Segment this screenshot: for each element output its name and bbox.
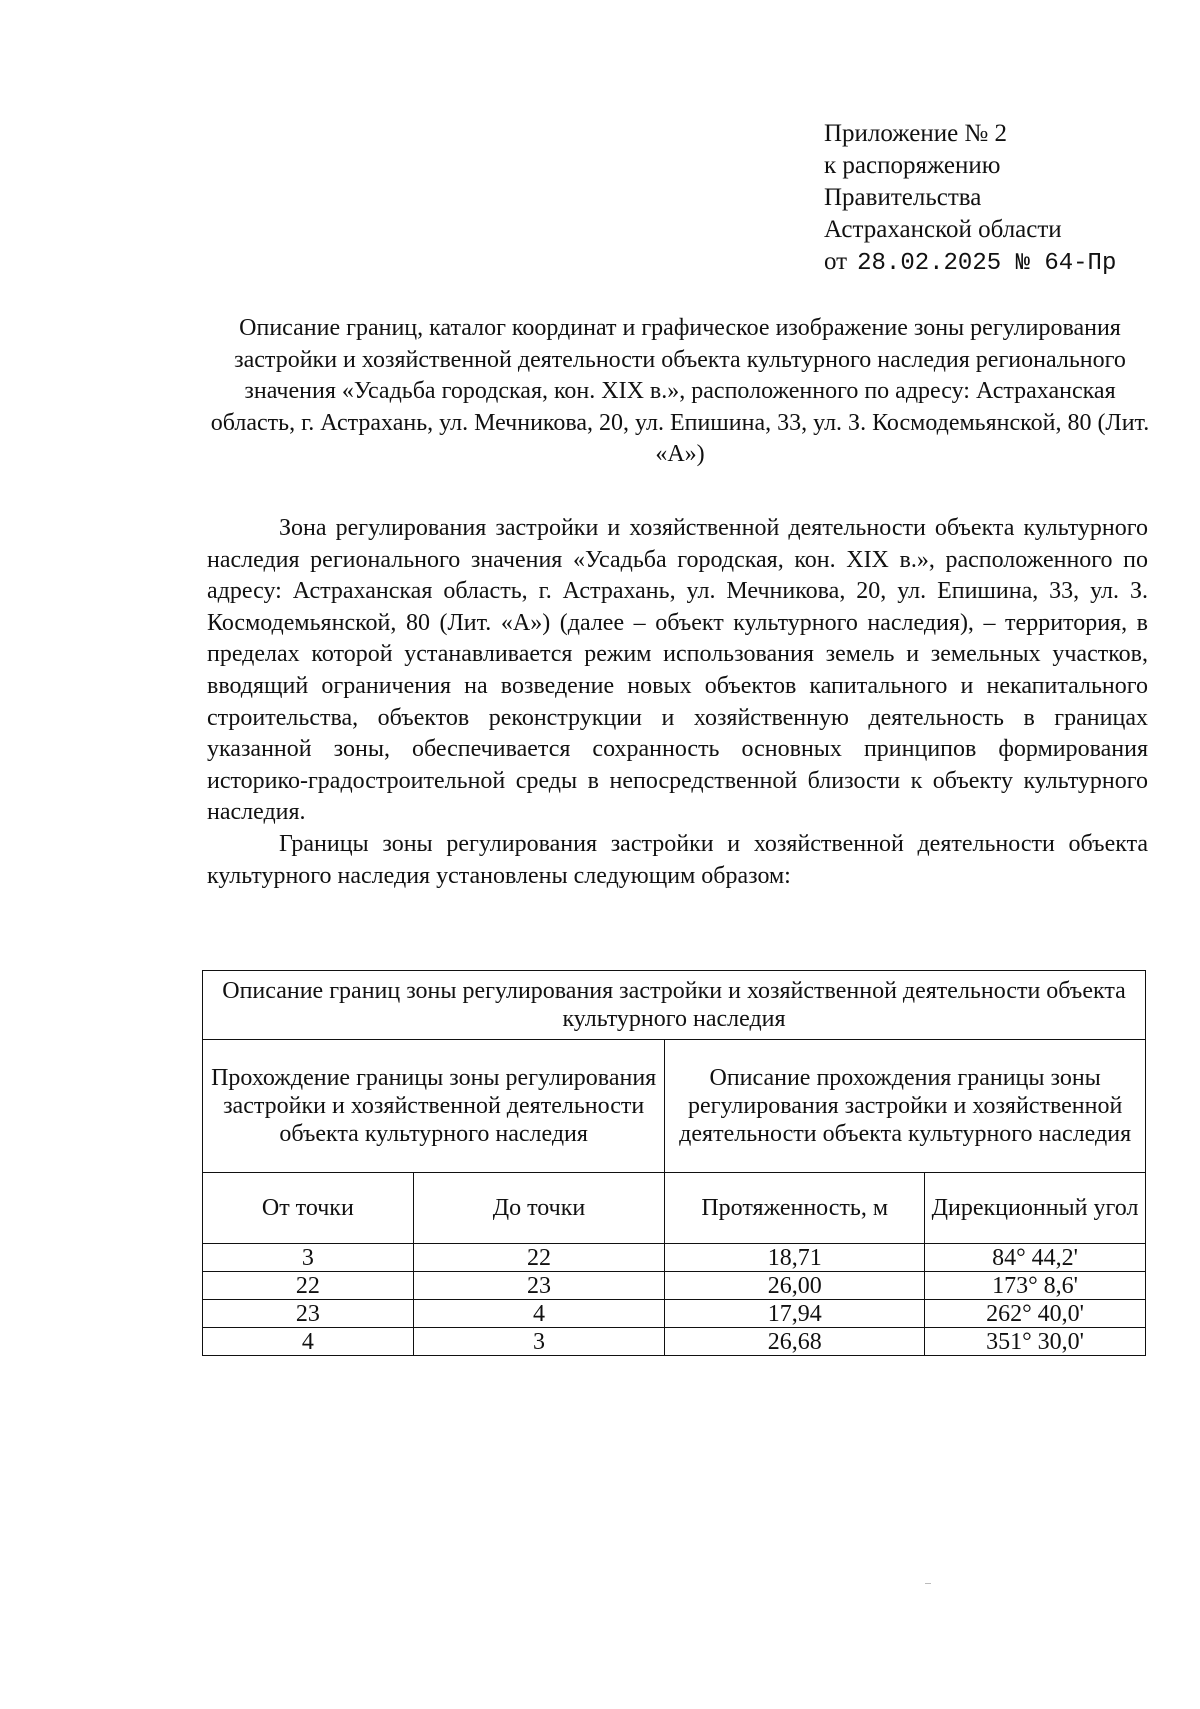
table-row (203, 1244, 1146, 1272)
cell-from: 23 (203, 1300, 414, 1328)
column-header-to: До точки (413, 1173, 665, 1244)
table-group-header-right: Описание прохождения границы зоны регулирования застройки и хозяйственной деятельности объекта культурного наследия (665, 1040, 1146, 1173)
appendix-line: Астраханской области (824, 216, 1062, 243)
date-prefix: от (824, 248, 848, 275)
cell-to: 23 (413, 1272, 665, 1300)
table-group-header-left: Прохождение границы зоны регулирования застройки и хозяйственной деятельности объекта культурного наследия (203, 1040, 665, 1173)
cell-angle: 173° 8,6' (925, 1272, 1146, 1300)
cell-length: 26,00 (665, 1272, 925, 1300)
table-row (203, 1328, 1146, 1356)
appendix-block (824, 118, 1154, 280)
appendix-line: Приложение № 2 (824, 120, 1008, 147)
date-number: 28.02.2025 № 64-Пр (857, 250, 1117, 277)
cell-from: 22 (203, 1272, 414, 1300)
paragraph: Границы зоны регулирования застройки и хозяйственной деятельности объекта культурного наследия установлены следующим образом: (207, 830, 1148, 889)
cell-to: 3 (413, 1328, 665, 1356)
table-row (203, 1272, 1146, 1300)
cell-from: 3 (203, 1244, 414, 1272)
cell-length: 26,68 (665, 1328, 925, 1356)
cell-to: 4 (413, 1300, 665, 1328)
cell-length: 18,71 (665, 1244, 925, 1272)
column-header-from: От точки (203, 1173, 414, 1244)
paragraph: Зона регулирования застройки и хозяйственной деятельности объекта культурного наследия регионального значения «Усадьба городская, кон. XIX в.», расположенного по адресу: Астраханская область, г. Астрахань, ул. Мечникова, 20, ул. Епишина, 33, ул. З. Космодемьянской, 80 (Лит. «А») (далее – объект культурного наследия), – территория, в пределах которой устанавливается режим использования земель и земельных участков, вводящий ограничения на возведение новых объектов капитального и некапитального строительства, объектов реконструкции и хозяйственную деятельность в границах указанной зоны, обеспечивается сохранность основных принципов формирования историко-градостроительной среды в непосредственной близости к объекту культурного наследия. (207, 515, 1148, 826)
table-row (203, 1300, 1146, 1328)
column-header-angle: Дирекционный угол (925, 1173, 1146, 1244)
body-text (207, 513, 1148, 892)
scan-speck (925, 1583, 931, 1584)
table-caption: Описание границ зоны регулирования застройки и хозяйственной деятельности объекта культурного наследия (203, 971, 1146, 1040)
appendix-line: Правительства (824, 184, 982, 211)
cell-from: 4 (203, 1328, 414, 1356)
document-title: Описание границ, каталог координат и графическое изображение зоны регулирования застройки и хозяйственной деятельности объекта культурного наследия регионального значения «Усадьба городская, кон. XIX в.», расположенного по адресу: Астраханская область, г. Астрахань, ул. Мечникова, 20, ул. Епишина, 33, ул. З. Космодемьянской, 80 (Лит. «А») (210, 315, 1150, 467)
appendix-date-line (824, 246, 1154, 280)
cell-length: 17,94 (665, 1300, 925, 1328)
column-header-length: Протяженность, м (665, 1173, 925, 1244)
cell-angle: 351° 30,0' (925, 1328, 1146, 1356)
appendix-line: к распоряжению (824, 152, 1001, 179)
cell-angle: 262° 40,0' (925, 1300, 1146, 1328)
boundary-table (202, 970, 1146, 1356)
cell-angle: 84° 44,2' (925, 1244, 1146, 1272)
cell-to: 22 (413, 1244, 665, 1272)
